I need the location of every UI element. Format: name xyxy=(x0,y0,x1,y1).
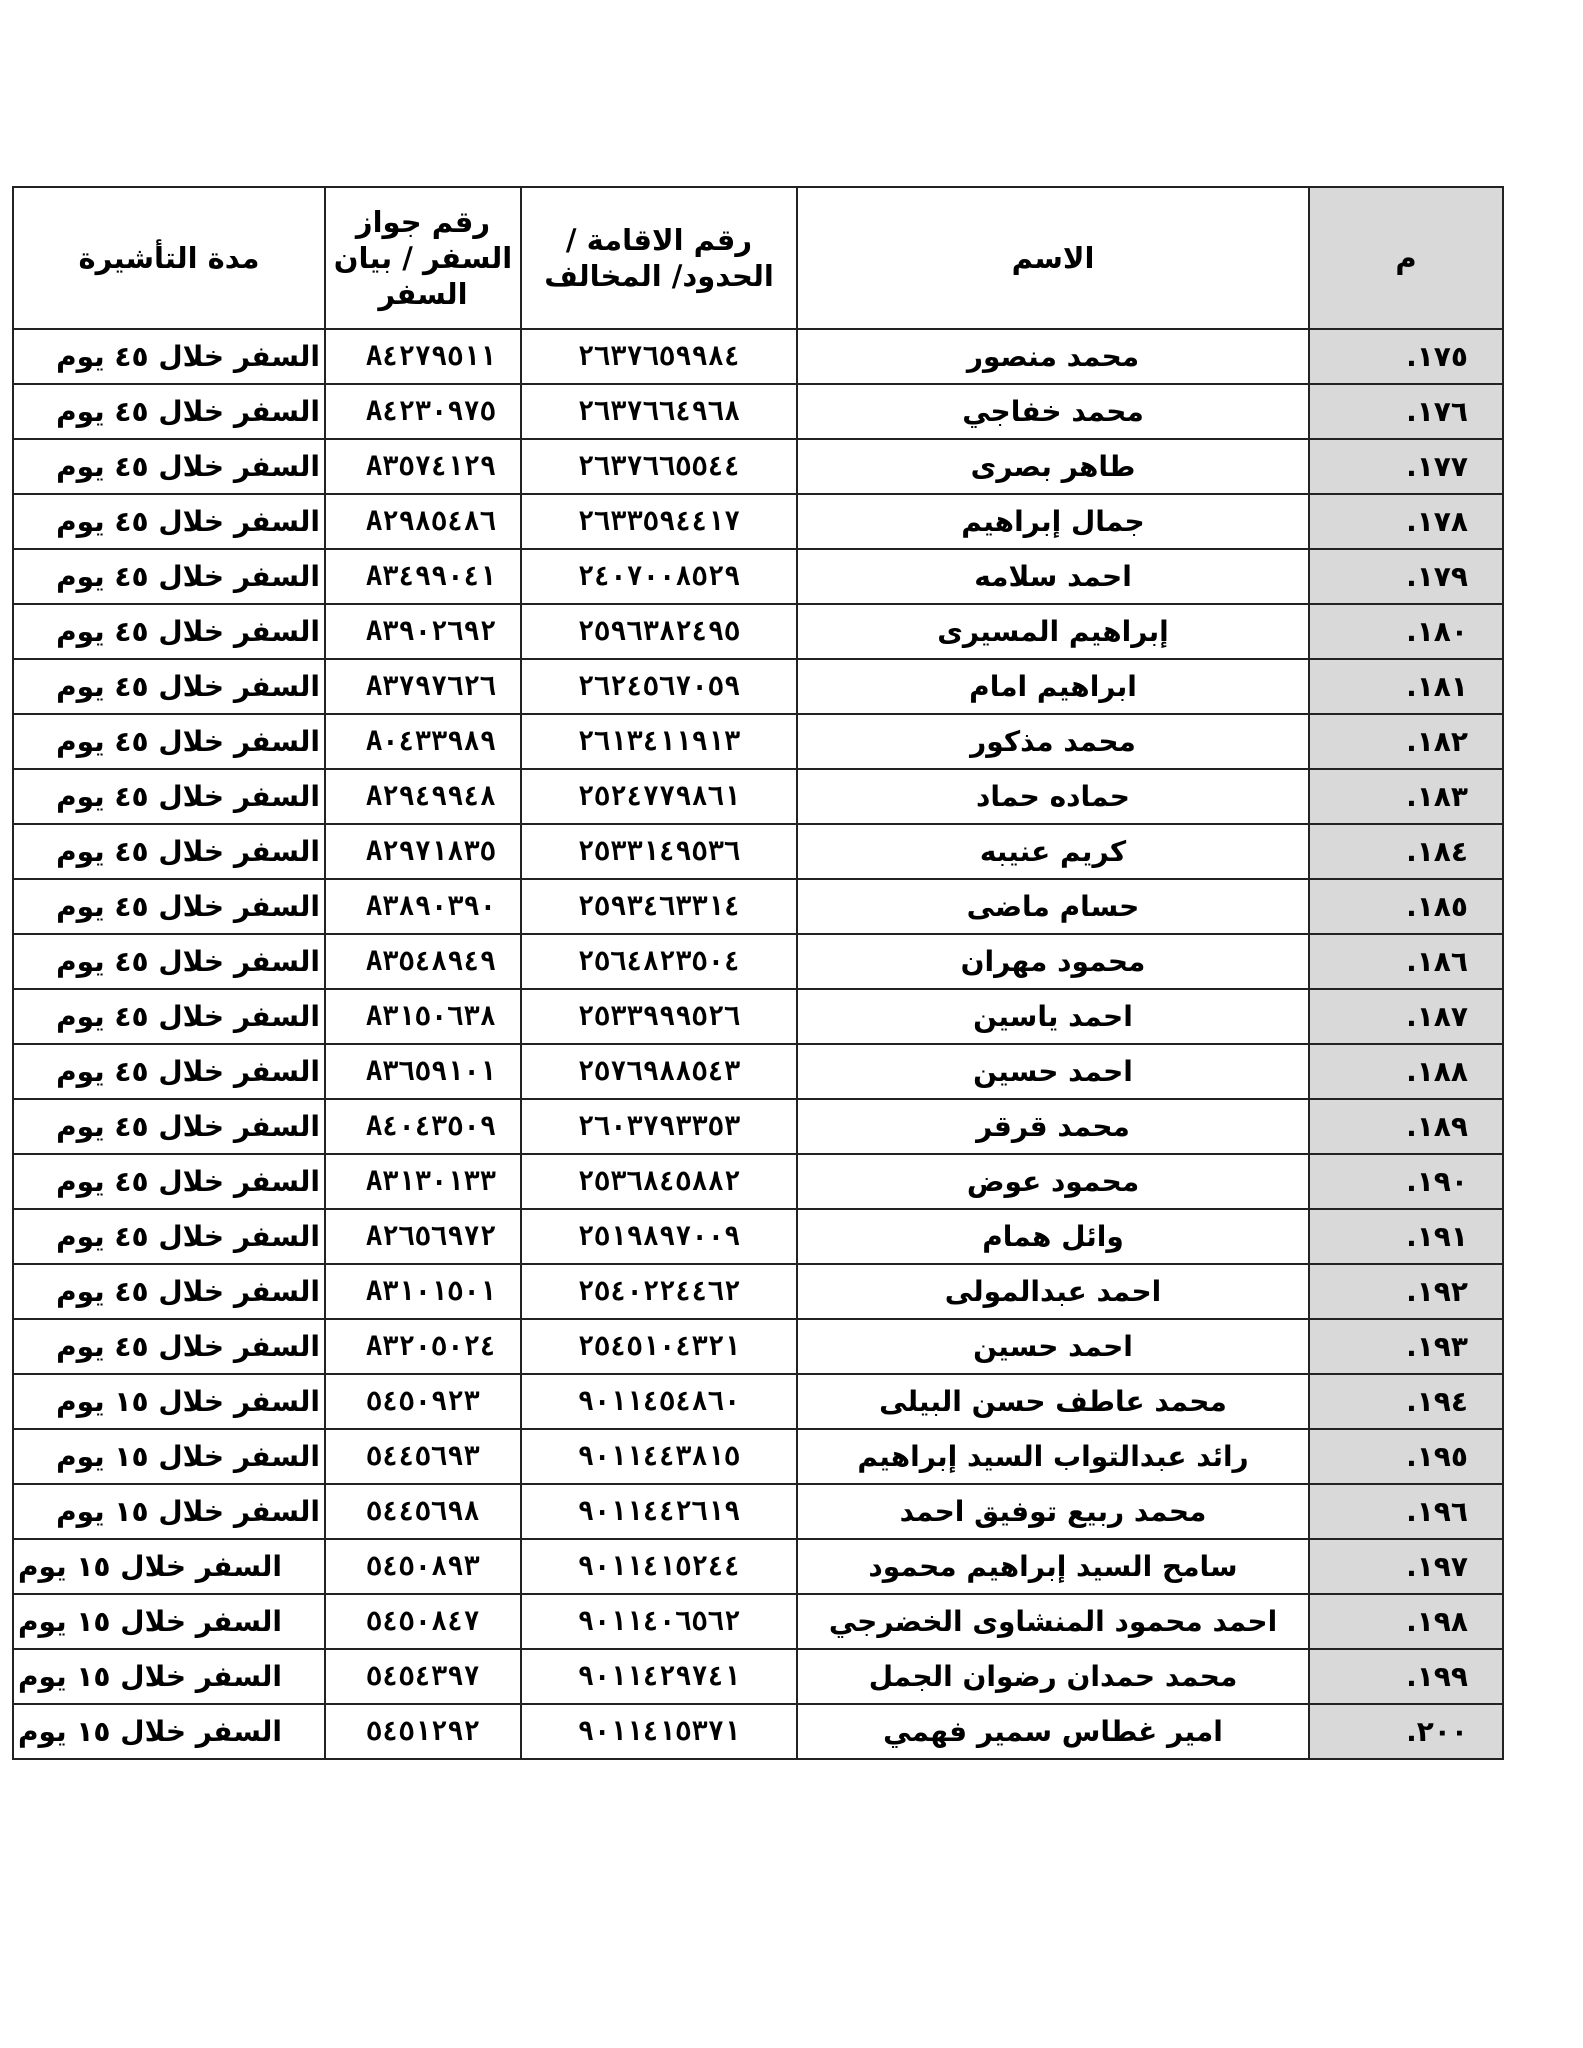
residence-number-cell: ٩٠١١٤٥٤٨٦٠ xyxy=(521,1374,797,1429)
name-cell: احمد حسين xyxy=(797,1319,1309,1374)
name-cell: جمال إبراهيم xyxy=(797,494,1309,549)
visa-duration-cell: السفر خلال ١٥ يوم xyxy=(13,1374,325,1429)
visa-duration-cell: السفر خلال ٤٥ يوم xyxy=(13,1319,325,1374)
table-row xyxy=(13,824,1503,879)
visa-duration-cell: السفر خلال ٤٥ يوم xyxy=(13,934,325,989)
visa-duration-cell: السفر خلال ٤٥ يوم xyxy=(13,769,325,824)
table-row xyxy=(13,1154,1503,1209)
passport-number-cell: ٥٤٤٥٦٩٨ xyxy=(325,1484,521,1539)
table-row xyxy=(13,329,1503,384)
table-body xyxy=(13,329,1503,1759)
table-row xyxy=(13,1594,1503,1649)
visa-duration-cell: السفر خلال ٤٥ يوم xyxy=(13,439,325,494)
passport-number-cell: A٤٢٧٩٥١١ xyxy=(325,329,521,384)
header-residence-number: رقم الاقامة / الحدود/ المخالف xyxy=(521,187,797,329)
passport-number-cell: A٣٨٩٠٣٩٠ xyxy=(325,879,521,934)
name-cell: محمد منصور xyxy=(797,329,1309,384)
table-row xyxy=(13,1209,1503,1264)
name-cell: احمد محمود المنشاوى الخضرجي xyxy=(797,1594,1309,1649)
serial-cell: ١٩٣. xyxy=(1309,1319,1503,1374)
residence-number-cell: ٢٥٣٣٩٩٩٥٢٦ xyxy=(521,989,797,1044)
visa-duration-cell: السفر خلال ٤٥ يوم xyxy=(13,494,325,549)
name-cell: محمد مذكور xyxy=(797,714,1309,769)
visa-duration-cell: السفر خلال ١٥ يوم xyxy=(13,1594,325,1649)
visa-duration-cell: السفر خلال ٤٥ يوم xyxy=(13,879,325,934)
residence-number-cell: ٩٠١١٤٢٩٧٤١ xyxy=(521,1649,797,1704)
residence-number-cell: ٩٠١١٤٠٦٥٦٢ xyxy=(521,1594,797,1649)
serial-cell: ١٨٠. xyxy=(1309,604,1503,659)
name-cell: سامح السيد إبراهيم محمود xyxy=(797,1539,1309,1594)
name-cell: طاهر بصرى xyxy=(797,439,1309,494)
passport-number-cell: A٢٩٤٩٩٤٨ xyxy=(325,769,521,824)
passport-number-cell: A٣٥٤٨٩٤٩ xyxy=(325,934,521,989)
visa-duration-cell: السفر خلال ١٥ يوم xyxy=(13,1539,325,1594)
serial-cell: ١٧٨. xyxy=(1309,494,1503,549)
table-row xyxy=(13,439,1503,494)
passport-number-cell: A٣١٠١٥٠١ xyxy=(325,1264,521,1319)
passport-number-cell: A٣٢٠٥٠٢٤ xyxy=(325,1319,521,1374)
visa-duration-cell: السفر خلال ٤٥ يوم xyxy=(13,1209,325,1264)
serial-cell: ١٧٧. xyxy=(1309,439,1503,494)
name-cell: وائل همام xyxy=(797,1209,1309,1264)
visa-duration-cell: السفر خلال ٤٥ يوم xyxy=(13,384,325,439)
serial-cell: ١٧٦. xyxy=(1309,384,1503,439)
passport-number-cell: A٣٤٩٩٠٤١ xyxy=(325,549,521,604)
name-cell: حسام ماضى xyxy=(797,879,1309,934)
name-cell: إبراهيم المسيرى xyxy=(797,604,1309,659)
passport-number-cell: ٥٤٥٤٣٩٧ xyxy=(325,1649,521,1704)
serial-cell: ١٩٦. xyxy=(1309,1484,1503,1539)
residence-number-cell: ٢٥٩٦٣٨٢٤٩٥ xyxy=(521,604,797,659)
name-cell: كريم عنيبه xyxy=(797,824,1309,879)
table-row xyxy=(13,1484,1503,1539)
name-cell: محمود عوض xyxy=(797,1154,1309,1209)
serial-cell: ١٩٩. xyxy=(1309,1649,1503,1704)
table-row xyxy=(13,1264,1503,1319)
passport-number-cell: A٤٠٤٣٥٠٩ xyxy=(325,1099,521,1154)
residence-number-cell: ٩٠١١٤١٥٣٧١ xyxy=(521,1704,797,1759)
residence-number-cell: ٢٥٢٤٧٧٩٨٦١ xyxy=(521,769,797,824)
table-row xyxy=(13,989,1503,1044)
serial-cell: ١٨٢. xyxy=(1309,714,1503,769)
header-name: الاسم xyxy=(797,187,1309,329)
table-row xyxy=(13,1099,1503,1154)
visa-duration-cell: السفر خلال ٤٥ يوم xyxy=(13,989,325,1044)
serial-cell: ٢٠٠. xyxy=(1309,1704,1503,1759)
visa-duration-cell: السفر خلال ٤٥ يوم xyxy=(13,714,325,769)
serial-cell: ١٧٩. xyxy=(1309,549,1503,604)
visa-duration-cell: السفر خلال ٤٥ يوم xyxy=(13,824,325,879)
header-passport-number: رقم جواز السفر / بيان السفر xyxy=(325,187,521,329)
name-cell: احمد سلامه xyxy=(797,549,1309,604)
table-row xyxy=(13,879,1503,934)
residence-number-cell: ٢٦١٣٤١١٩١٣ xyxy=(521,714,797,769)
table-row xyxy=(13,1539,1503,1594)
name-cell: احمد عبدالمولى xyxy=(797,1264,1309,1319)
table-row xyxy=(13,934,1503,989)
passport-number-cell: A٣٩٠٢٦٩٢ xyxy=(325,604,521,659)
visa-list-table xyxy=(12,186,1504,1760)
table-row xyxy=(13,494,1503,549)
name-cell: احمد ياسين xyxy=(797,989,1309,1044)
serial-cell: ١٩٢. xyxy=(1309,1264,1503,1319)
name-cell: محمد حمدان رضوان الجمل xyxy=(797,1649,1309,1704)
table-row xyxy=(13,769,1503,824)
residence-number-cell: ٢٦٣٣٥٩٤٤١٧ xyxy=(521,494,797,549)
header-row xyxy=(13,187,1503,329)
passport-number-cell: A٠٤٣٣٩٨٩ xyxy=(325,714,521,769)
table-row xyxy=(13,1649,1503,1704)
residence-number-cell: ٢٥٤٥١٠٤٣٢١ xyxy=(521,1319,797,1374)
serial-cell: ١٨٨. xyxy=(1309,1044,1503,1099)
table-row xyxy=(13,1374,1503,1429)
header-visa-duration: مدة التأشيرة xyxy=(13,187,325,329)
visa-duration-cell: السفر خلال ٤٥ يوم xyxy=(13,329,325,384)
header-serial: م xyxy=(1309,187,1503,329)
table-row xyxy=(13,384,1503,439)
table-row xyxy=(13,714,1503,769)
serial-cell: ١٨٧. xyxy=(1309,989,1503,1044)
passport-number-cell: A٣١٣٠١٣٣ xyxy=(325,1154,521,1209)
passport-number-cell: ٥٤٥٠٨٤٧ xyxy=(325,1594,521,1649)
passport-number-cell: A٢٩٧١٨٣٥ xyxy=(325,824,521,879)
serial-cell: ١٩٨. xyxy=(1309,1594,1503,1649)
name-cell: محمود مهران xyxy=(797,934,1309,989)
name-cell: امير غطاس سمير فهمي xyxy=(797,1704,1309,1759)
table-row xyxy=(13,549,1503,604)
residence-number-cell: ٩٠١١٤١٥٢٤٤ xyxy=(521,1539,797,1594)
table-row xyxy=(13,1319,1503,1374)
passport-number-cell: A٤٢٣٠٩٧٥ xyxy=(325,384,521,439)
table-row xyxy=(13,1044,1503,1099)
visa-duration-cell: السفر خلال ٤٥ يوم xyxy=(13,604,325,659)
serial-cell: ١٩٥. xyxy=(1309,1429,1503,1484)
visa-duration-cell: السفر خلال ٤٥ يوم xyxy=(13,1264,325,1319)
passport-number-cell: ٥٤٥٠٩٢٣ xyxy=(325,1374,521,1429)
visa-duration-cell: السفر خلال ١٥ يوم xyxy=(13,1429,325,1484)
name-cell: محمد قرقر xyxy=(797,1099,1309,1154)
name-cell: احمد حسين xyxy=(797,1044,1309,1099)
serial-cell: ١٩٤. xyxy=(1309,1374,1503,1429)
visa-duration-cell: السفر خلال ١٥ يوم xyxy=(13,1704,325,1759)
passport-number-cell: A٣٦٥٩١٠١ xyxy=(325,1044,521,1099)
residence-number-cell: ٢٤٠٧٠٠٨٥٢٩ xyxy=(521,549,797,604)
residence-number-cell: ٩٠١١٤٤٢٦١٩ xyxy=(521,1484,797,1539)
residence-number-cell: ٢٦٠٣٧٩٣٣٥٣ xyxy=(521,1099,797,1154)
name-cell: محمد ربيع توفيق احمد xyxy=(797,1484,1309,1539)
residence-number-cell: ٢٦٣٧٦٦٤٩٦٨ xyxy=(521,384,797,439)
serial-cell: ١٩٧. xyxy=(1309,1539,1503,1594)
table-row xyxy=(13,1429,1503,1484)
passport-number-cell: A٣٧٩٧٦٢٦ xyxy=(325,659,521,714)
serial-cell: ١٨١. xyxy=(1309,659,1503,714)
residence-number-cell: ٢٦٢٤٥٦٧٠٥٩ xyxy=(521,659,797,714)
residence-number-cell: ٢٦٣٧٦٥٩٩٨٤ xyxy=(521,329,797,384)
table-row xyxy=(13,659,1503,714)
residence-number-cell: ٢٥٧٦٩٨٨٥٤٣ xyxy=(521,1044,797,1099)
table-row xyxy=(13,604,1503,659)
table-row xyxy=(13,1704,1503,1759)
passport-number-cell: A٣١٥٠٦٣٨ xyxy=(325,989,521,1044)
name-cell: رائد عبدالتواب السيد إبراهيم xyxy=(797,1429,1309,1484)
visa-duration-cell: السفر خلال ١٥ يوم xyxy=(13,1484,325,1539)
residence-number-cell: ٢٥١٩٨٩٧٠٠٩ xyxy=(521,1209,797,1264)
residence-number-cell: ٢٥٦٤٨٢٣٥٠٤ xyxy=(521,934,797,989)
residence-number-cell: ٢٦٣٧٦٦٥٥٤٤ xyxy=(521,439,797,494)
residence-number-cell: ٢٥٩٣٤٦٣٣١٤ xyxy=(521,879,797,934)
residence-number-cell: ٢٥٣٦٨٤٥٨٨٢ xyxy=(521,1154,797,1209)
serial-cell: ١٨٣. xyxy=(1309,769,1503,824)
visa-duration-cell: السفر خلال ٤٥ يوم xyxy=(13,1099,325,1154)
table-header xyxy=(13,187,1503,329)
serial-cell: ١٧٥. xyxy=(1309,329,1503,384)
passport-number-cell: A٢٩٨٥٤٨٦ xyxy=(325,494,521,549)
visa-duration-cell: السفر خلال ٤٥ يوم xyxy=(13,549,325,604)
residence-number-cell: ٩٠١١٤٤٣٨١٥ xyxy=(521,1429,797,1484)
serial-cell: ١٨٥. xyxy=(1309,879,1503,934)
serial-cell: ١٨٤. xyxy=(1309,824,1503,879)
name-cell: حماده حماد xyxy=(797,769,1309,824)
residence-number-cell: ٢٥٤٠٢٢٤٤٦٢ xyxy=(521,1264,797,1319)
passport-number-cell: ٥٤٤٥٦٩٣ xyxy=(325,1429,521,1484)
passport-number-cell: ٥٤٥٠٨٩٣ xyxy=(325,1539,521,1594)
visa-duration-cell: السفر خلال ٤٥ يوم xyxy=(13,1154,325,1209)
name-cell: محمد خفاجي xyxy=(797,384,1309,439)
visa-duration-cell: السفر خلال ٤٥ يوم xyxy=(13,659,325,714)
passport-number-cell: A٢٦٥٦٩٧٢ xyxy=(325,1209,521,1264)
visa-duration-cell: السفر خلال ٤٥ يوم xyxy=(13,1044,325,1099)
serial-cell: ١٨٩. xyxy=(1309,1099,1503,1154)
name-cell: محمد عاطف حسن البيلى xyxy=(797,1374,1309,1429)
passport-number-cell: A٣٥٧٤١٢٩ xyxy=(325,439,521,494)
serial-cell: ١٩١. xyxy=(1309,1209,1503,1264)
name-cell: ابراهيم امام xyxy=(797,659,1309,714)
passport-number-cell: ٥٤٥١٢٩٢ xyxy=(325,1704,521,1759)
serial-cell: ١٨٦. xyxy=(1309,934,1503,989)
visa-duration-cell: السفر خلال ١٥ يوم xyxy=(13,1649,325,1704)
residence-number-cell: ٢٥٣٣١٤٩٥٣٦ xyxy=(521,824,797,879)
serial-cell: ١٩٠. xyxy=(1309,1154,1503,1209)
